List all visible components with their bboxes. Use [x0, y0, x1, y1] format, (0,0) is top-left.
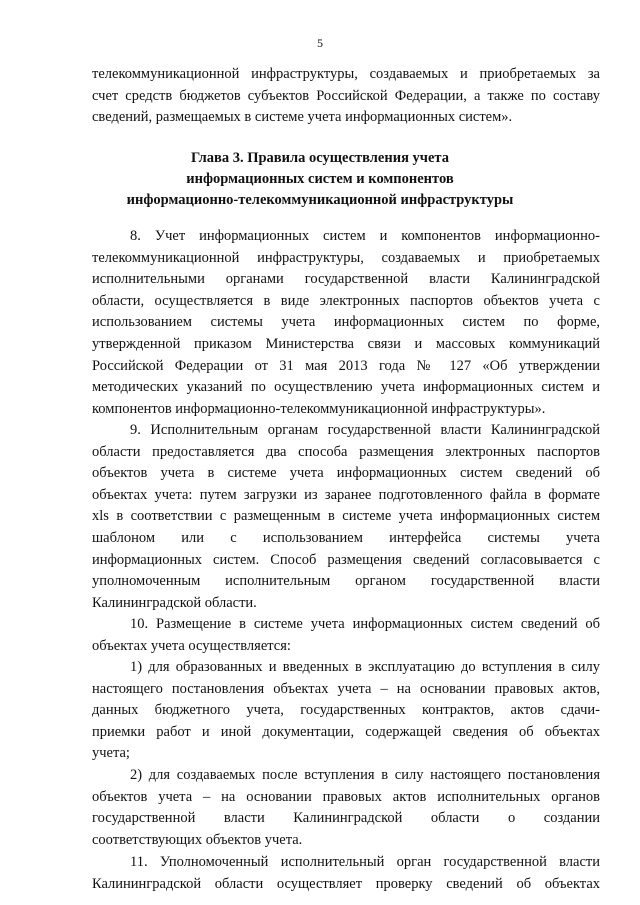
text-line: области, осуществляется в виде электронных паспортов объектов учета с: [92, 292, 600, 309]
text-line: 2) для создаваемых после вступления в силу настоящего постановления: [130, 767, 600, 783]
text-line: методических указаний по осуществлению учета информационных систем и: [92, 379, 600, 396]
text-line: данных бюджетного учета, государственных контрактов, актов сдачи-: [92, 702, 600, 719]
chapter-heading: [0, 148, 640, 211]
text-line: телекоммуникационной инфраструктуры, создаваемых и приобретаемых за: [92, 66, 600, 82]
text-line: объектах учета: путем загрузки из заранее подготовленного файла в формате: [92, 486, 600, 503]
paragraph-9: [92, 420, 600, 614]
text-line: Калининградской области.: [92, 594, 257, 611]
text-line: объектах учета осуществляется:: [92, 637, 291, 654]
chapter-heading-line: информационных систем и компонентов: [186, 171, 454, 187]
paragraph-10-item-1: [92, 657, 600, 765]
text-line: уполномоченным исполнительным органом государственной власти: [92, 573, 600, 590]
text-line: 1) для образованных и введенных в эксплуатацию до вступления в силу: [130, 659, 600, 675]
text-line: настоящего постановления объектах учета – на основании правовых актов,: [92, 680, 600, 697]
text-line: соответствующих объектов учета.: [92, 831, 303, 848]
text-line: исполнительными органами государственной власти Калининградской: [92, 271, 600, 288]
paragraph-10: [92, 614, 600, 657]
text-line: области предоставляется два способа размещения электронных паспортов: [92, 443, 600, 460]
text-line: государственной власти Калининградской области о создании: [92, 810, 600, 827]
text-line: Калининградской области осуществляет проверку сведений об объектах: [92, 875, 600, 892]
text-line: объектов учета в системе учета информационных систем сведений об: [92, 465, 600, 482]
chapter-heading-line: Глава 3. Правила осуществления учета: [191, 150, 449, 166]
page-number: 5: [317, 36, 323, 50]
text-line: учета;: [92, 745, 130, 762]
text-line: Российской Федерации от 31 мая 2013 года № 127 «Об утверждении: [92, 357, 600, 374]
text-line: приемки работ и иной документации, содержащей сведения об объектах: [92, 723, 600, 740]
text-line: xls в соответствии с размещенным в системе учета информационных систем: [92, 508, 600, 525]
text-line: 10. Размещение в системе учета информационных систем сведений об: [130, 616, 600, 632]
text-line: сведений, размещаемых в системе учета информационных систем».: [92, 109, 513, 126]
intro-text: [92, 64, 600, 129]
text-line: компонентов информационно-телекоммуникационной инфраструктуры».: [92, 400, 546, 417]
text-line: 8. Учет информационных систем и компонентов информационно-: [130, 228, 600, 244]
text-line: 11. Уполномоченный исполнительный орган государственной власти: [130, 854, 600, 870]
text-line: телекоммуникационной инфраструктуры, создаваемых и приобретаемых: [92, 249, 600, 266]
text-line: информационных систем. Способ размещения сведений согласовывается с: [92, 551, 600, 568]
chapter-heading-line: информационно-телекоммуникационной инфраструктуры: [126, 192, 514, 208]
text-line: 9. Исполнительным органам государственной власти Калининградской: [130, 422, 600, 438]
text-line: объектов учета – на основании правовых актов исполнительных органов: [92, 788, 600, 805]
paragraph-10-item-2: [92, 765, 600, 851]
text-line: утвержденной приказом Министерства связи и массовых коммуникаций: [92, 335, 600, 352]
text-line: шаблоном или с использованием интерфейса системы учета: [92, 529, 600, 546]
paragraph-8: [92, 226, 600, 420]
paragraph-11: [92, 852, 600, 895]
text-line: счет средств бюджетов субъектов Российской Федерации, а также по составу: [92, 87, 600, 104]
text-line: использованием системы учета информационных систем по форме,: [92, 314, 600, 331]
